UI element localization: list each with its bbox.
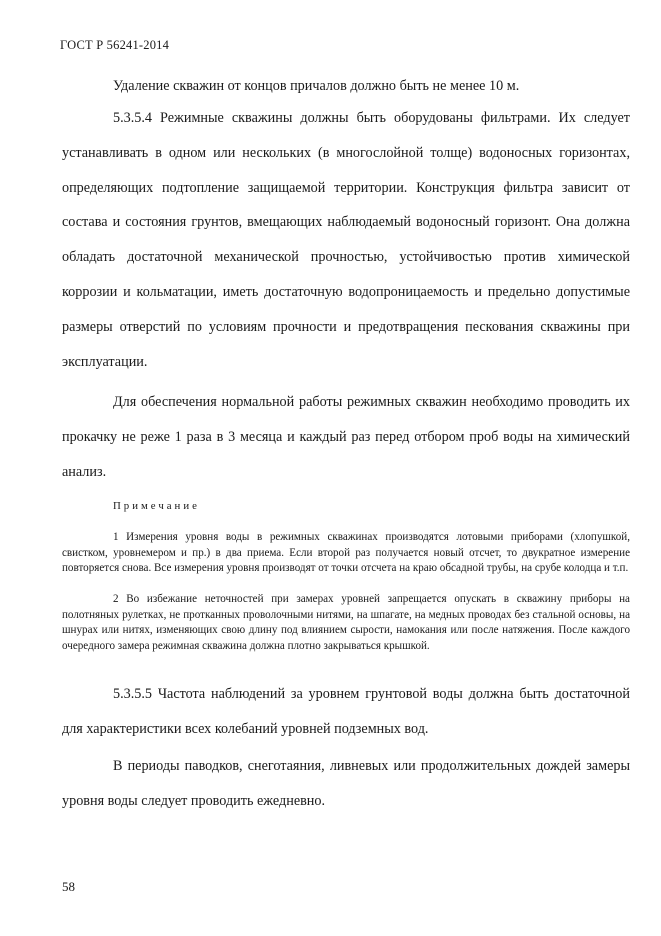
paragraph-floods: В периоды паводков, снеготаяния, ливневых или продолжительных дождей замеры уровня воды следует проводить ежедневно. (62, 758, 630, 809)
paragraph-5-3-5-4: 5.3.5.4 Режимные скважины должны быть оборудованы фильтрами. Их следует устанавливать в одном или нескольких (в многослойной толще) водоносных горизонтах, определяющих подтопление защищаемой территории. Конструкция фильтра зависит от состава и состояния грунтов, вмещающих наблюдаемый водоносный горизонт. Она должна обладать достаточной механической прочностью, устойчивостью против химической коррозии и кольматации, иметь достаточную водопроницаемость и предельно допустимые размеры отверстий по условиям прочности и предотвращения пескования скважины при эксплуатации. (62, 110, 630, 370)
note-title: Примечание (113, 500, 200, 512)
paragraph-wells-distance: Удаление скважин от концов причалов должно быть не менее 10 м. (113, 78, 520, 94)
paragraph-5-3-5-5: 5.3.5.5 Частота наблюдений за уровнем грунтовой воды должна быть достаточной для характеристики всех колебаний уровней подземных вод. (62, 686, 630, 737)
note-item-2: 2 Во избежание неточностей при замерах уровней запрещается опускать в скважину приборы на полотняных рулетках, не протканных проволочными нитями, на шпагате, на медных проводах без стальной основы, на шнурах или нитях, изменяющих свою длину под влиянием сырости, намокания или после натяжения. После каждого очередного замера режимная скважина должна плотно закрываться крышкой. (62, 593, 630, 652)
paragraph-pumping: Для обеспечения нормальной работы режимных скважин необходимо проводить их прокачку не реже 1 раза в 3 месяца и каждый раз перед отбором проб воды на химический анализ. (62, 394, 630, 480)
note-item-1: 1 Измерения уровня воды в режимных скважинах производятся лотовыми приборами (хлопушкой, свистком, уровнемером и пр.) в два приема. Если второй раз получается новый отсчет, то двукратное измерение повторяется снова. Все измерения уровня производят от точки отсчета на краю обсадной трубы, на срубе колодца и т.п. (62, 531, 630, 575)
page-number: 58 (62, 879, 75, 894)
document-header: ГОСТ Р 56241-2014 (60, 38, 170, 52)
